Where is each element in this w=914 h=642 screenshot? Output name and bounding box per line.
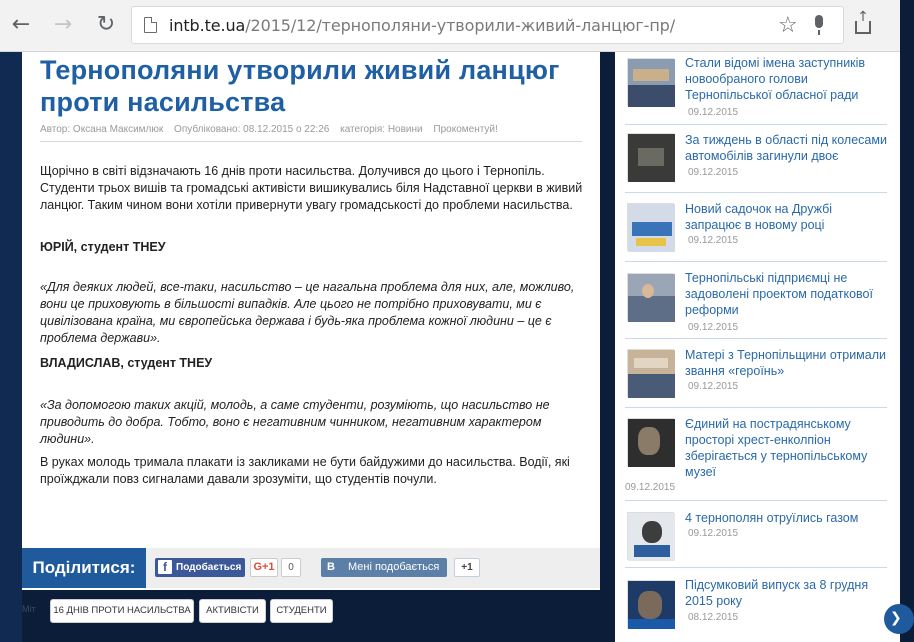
back-icon[interactable]: ← [11,12,31,37]
tags-label: Міт [22,604,36,614]
google-plus-button[interactable]: G+1 [250,558,278,577]
news-thumbnail[interactable] [627,580,674,628]
share-icon[interactable]: ↑ [853,13,873,35]
paragraph-closing: В руках молодь тримала плакати із закликами не бути байдужими до насильства. Водії, які проїжджали повз сигналами давали зрозуміти, що студентів почули. [40,455,570,486]
divider [625,407,887,408]
vk-icon: В [327,561,335,573]
news-date: 09.12.2015 [688,528,739,539]
facebook-icon: f [158,560,172,574]
url-host: intb.te.ua [169,16,246,35]
page-background [0,52,22,642]
article [22,52,600,590]
sidebar-news [612,52,900,642]
news-title[interactable]: За тиждень в області під колесами автомобілів загинули двоє [685,133,887,163]
page-icon [144,17,157,33]
article-author: Автор: Оксана Максимлюк [40,124,164,135]
news-date: 09.12.2015 [688,107,739,118]
news-thumbnail[interactable] [627,58,674,106]
news-date: 09.12.2015 [688,167,739,178]
news-title[interactable]: Матері з Тернопільщини отримали звання «героїнь» [685,348,887,378]
address-bar[interactable] [131,6,844,44]
news-thumbnail[interactable] [627,349,674,397]
quote-vladyslav: «За допомогою таких акцій, молодь, а саме студенти, розуміють, що насильство не приводить до добра. Тобто, воно є негативним чинником, негативним характером людини». [40,398,550,446]
vk-like-label: Мені подобається [348,561,440,573]
news-thumbnail[interactable] [627,512,674,560]
news-date: 08.12.2015 [688,612,739,623]
vk-like-count: +1 [454,558,480,577]
news-thumbnail[interactable] [627,273,674,321]
divider [625,338,887,339]
scroll-to-top-button[interactable]: ❯ [884,604,914,634]
quote-yurii: «Для деяких людей, все-таки, насильство – це нагальна проблема для них, але, можливо, вони це приховують в більшості випадків. Але цього не потрібно приховувати, ми є цивілізована країна, ми європейська держава і будь-яка проблема кожної людини – це є проблема держави». [40,280,575,345]
news-date: 09.12.2015 [688,381,739,392]
url-text[interactable] [169,16,675,35]
news-thumbnail[interactable] [627,203,674,251]
news-title[interactable]: Стали відомі імена заступників новообраного голови Тернопільської обласної ради [685,56,866,102]
divider [625,124,887,125]
vk-like-button[interactable] [321,558,447,577]
speaker-yurii: ЮРІЙ, студент ТНЕУ [40,240,166,254]
news-thumbnail[interactable] [627,418,674,466]
news-title[interactable]: Новий садочок на Дружбі запрацює в новому році [685,202,833,232]
news-date: 09.12.2015 [688,235,739,246]
divider [625,261,887,262]
tag-16-days[interactable]: 16 ДНІВ ПРОТИ НАСИЛЬСТВА [50,599,194,623]
news-date: 09.12.2015 [688,322,739,333]
facebook-like-button[interactable] [155,558,245,577]
news-title[interactable]: Єдиний на пострадянському просторі хрест-енколпіон зберігається у тернопільському музеї [685,417,868,479]
paragraph-intro: Щорічно в світі відзначають 16 днів проти насильства. Долучився до цього і Тернопіль. Студенти трьох вишів та громадські активісти вишикувались біля Надставної церкви в живий ланцюг. Таким чином вони хотіли привернути увагу громадськості до проблеми насильства. [40,164,583,212]
tag-students[interactable]: СТУДЕНТИ [270,599,333,623]
divider [40,141,582,142]
news-thumbnail[interactable] [627,133,674,181]
google-plus-count: 0 [281,558,301,577]
bookmark-star-icon[interactable]: ☆ [778,13,798,38]
facebook-like-label: Подобається [176,562,242,573]
article-comments-link[interactable]: Прокоментуй! [433,124,498,135]
article-published: Опубліковано: 08.12.2015 о 22:26 [174,124,330,135]
divider [625,192,887,193]
divider [625,567,887,568]
article-title: Тернополяни утворили живий ланцюг проти насильства [40,55,560,117]
tag-activists[interactable]: АКТИВІСТИ [199,599,266,623]
article-meta [40,124,506,135]
news-title[interactable]: Підсумковий випуск за 8 грудня 2015 року [685,578,869,608]
news-title[interactable]: 4 тернополян отруїлись газом [685,511,859,525]
microphone-icon[interactable] [813,15,825,37]
news-title[interactable]: Тернопільські підприємці не задоволені проектом податкової реформи [685,271,873,317]
reload-icon[interactable]: ↻ [96,12,116,37]
article-category[interactable]: категорія: Новини [340,124,423,135]
share-label: Поділитися: [22,548,146,588]
share-bar [22,548,600,588]
url-path: /2015/12/тернополяни-утворили-живий-ланцюг-пр/ [245,16,676,35]
divider [625,500,887,501]
news-date: 09.12.2015 [625,482,676,493]
browser-toolbar [0,0,900,52]
forward-icon[interactable]: → [53,12,73,37]
speaker-vladyslav: ВЛАДИСЛАВ, студент ТНЕУ [40,356,213,370]
